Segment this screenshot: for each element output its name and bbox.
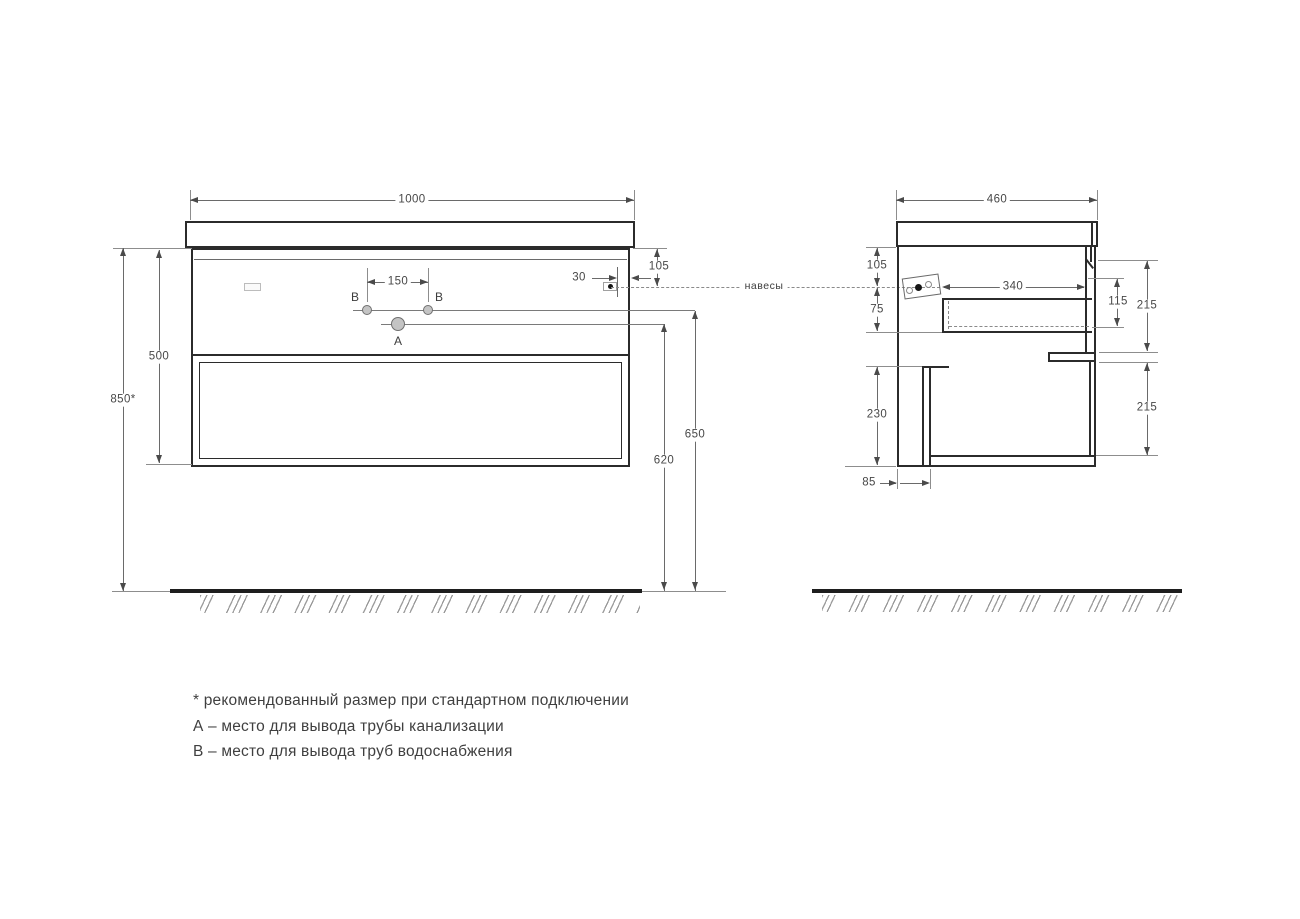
legend-item-b: В – место для вывода труб водоснабжения	[193, 743, 513, 760]
dim-below-hanger: 75	[867, 304, 887, 317]
dim-drawer-inner-height: 115	[1105, 296, 1131, 309]
dim-supply-height: 650	[682, 429, 708, 442]
dim-drain-height: 620	[651, 455, 677, 468]
dim-drawer-depth: 340	[1000, 281, 1026, 294]
dim-hanger-drop: 105	[646, 261, 672, 274]
legend-note: * рекомендованный размер при стандартном подключении	[193, 692, 629, 709]
dim-faucet-spacing: 150	[385, 276, 411, 289]
dim-overall-width: 1000	[395, 194, 428, 207]
dim-hanger-drop-side: 105	[864, 260, 890, 273]
label-a: А	[393, 334, 403, 348]
dim-body-height: 500	[146, 351, 172, 364]
dim-upper-clearance: 215	[1134, 300, 1160, 313]
dim-bottom-offset: 85	[859, 477, 879, 490]
hangers-label: навесы	[741, 281, 788, 293]
dim-total-height: 850*	[107, 394, 138, 407]
dim-hanger-offset: 30	[569, 272, 589, 285]
dim-bottom-section-height: 230	[864, 409, 890, 422]
legend-item-a: А – место для вывода трубы канализации	[193, 718, 504, 735]
label-b-right: В	[434, 290, 444, 304]
dim-lower-clearance: 215	[1134, 402, 1160, 415]
label-b-left: В	[350, 290, 360, 304]
dim-overall-depth: 460	[984, 194, 1010, 207]
